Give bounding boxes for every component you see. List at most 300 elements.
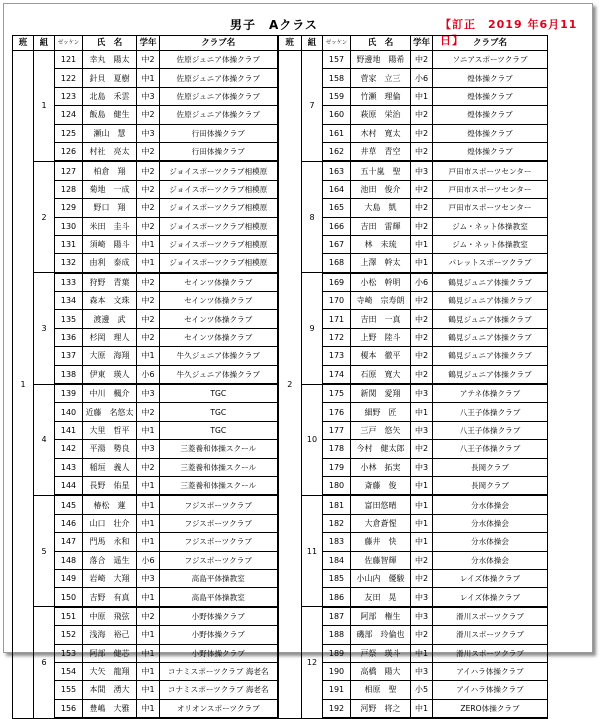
zekken-cell: 127 — [55, 161, 83, 180]
club-cell: 小野体操クラブ — [160, 626, 278, 644]
club-cell: 八王子体操クラブ — [433, 403, 548, 421]
zekken-cell: 167 — [323, 235, 351, 253]
club-cell: フジスポーツクラブ — [160, 514, 278, 532]
club-cell: ジョイスポーツクラブ相模原 — [160, 199, 278, 217]
name-cell: 大矢 龍翔 — [83, 662, 137, 680]
grade-cell: 中1 — [411, 644, 433, 662]
club-cell: オリオンスポーツクラブ — [160, 699, 278, 718]
name-cell: 落合 遥生 — [83, 551, 137, 569]
zekken-cell: 148 — [55, 551, 83, 569]
grade-cell: 小5 — [411, 681, 433, 699]
grade-cell: 中2 — [137, 292, 160, 310]
club-cell: 鶴見ジュニア体操クラブ — [433, 347, 548, 365]
club-cell: 高島平体操教室 — [160, 588, 278, 607]
grade-cell: 小6 — [411, 273, 433, 292]
club-cell: ジョイスポーツクラブ相模原 — [160, 235, 278, 253]
kumi-cell: 1 — [34, 51, 55, 162]
name-cell: 長野 佑星 — [83, 476, 137, 495]
name-cell: 伊東 瑛人 — [83, 365, 137, 384]
club-cell: 戸田市スポーツセンター — [433, 180, 548, 198]
name-cell: 村社 亮太 — [83, 142, 137, 161]
club-cell: 鶴見ジュニア体操クラブ — [433, 365, 548, 384]
grade-cell: 中1 — [411, 495, 433, 514]
name-cell: 戸祭 瑛斗 — [351, 644, 411, 662]
name-cell: 上澤 幹太 — [351, 254, 411, 273]
name-cell: 針貝 夏樹 — [83, 69, 137, 87]
name-cell: 萩原 栄治 — [351, 106, 411, 124]
header-zekken: ゼッケン — [55, 36, 83, 51]
zekken-cell: 175 — [323, 384, 351, 403]
grade-cell: 中2 — [137, 217, 160, 235]
grade-cell: 中1 — [137, 495, 160, 514]
header-kumi: 組 — [34, 36, 55, 51]
club-cell: ジム・ネット体操教室 — [433, 217, 548, 235]
kumi-cell: 10 — [302, 384, 323, 495]
grade-cell: 中1 — [411, 514, 433, 532]
name-cell: 菅家 立三 — [351, 69, 411, 87]
zekken-cell: 168 — [323, 254, 351, 273]
club-cell: フジスポーツクラブ — [160, 551, 278, 569]
zekken-cell: 178 — [323, 440, 351, 458]
name-cell: 近藤 名悠太 — [83, 403, 137, 421]
zekken-cell: 154 — [55, 662, 83, 680]
grade-cell: 中1 — [137, 644, 160, 662]
zekken-cell: 143 — [55, 458, 83, 476]
zekken-cell: 184 — [323, 551, 351, 569]
grade-cell: 中3 — [137, 87, 160, 105]
club-cell: 分水体操会 — [433, 495, 548, 514]
zekken-cell: 128 — [55, 180, 83, 198]
zekken-cell: 191 — [323, 681, 351, 699]
club-cell: 牛久ジュニア体操クラブ — [160, 347, 278, 365]
name-cell: 石原 寛大 — [351, 365, 411, 384]
zekken-cell: 134 — [55, 292, 83, 310]
name-cell: 吉田 一真 — [351, 310, 411, 328]
zekken-cell: 149 — [55, 569, 83, 587]
zekken-cell: 146 — [55, 514, 83, 532]
zekken-cell: 135 — [55, 310, 83, 328]
name-cell: 小松 幹明 — [351, 273, 411, 292]
zekken-cell: 166 — [323, 217, 351, 235]
grade-cell: 中1 — [411, 699, 433, 718]
name-cell: 阿部 健芯 — [83, 644, 137, 662]
club-cell: アテネ体操クラブ — [433, 384, 548, 403]
zekken-cell: 144 — [55, 476, 83, 495]
revision-date: 【訂正 2019 年6月11日】 — [440, 18, 578, 47]
grade-cell: 中2 — [411, 124, 433, 142]
name-cell: 大倉蒼惺 — [351, 514, 411, 532]
club-cell: 佐原ジュニア体操クラブ — [160, 51, 278, 69]
name-cell: 相原 聖 — [351, 681, 411, 699]
club-cell: ZERO体操クラブ — [433, 699, 548, 718]
zekken-cell: 151 — [55, 607, 83, 626]
name-cell: 池田 俊介 — [351, 180, 411, 198]
page-title: 男子 Aクラス — [230, 18, 318, 32]
grade-cell: 中2 — [411, 310, 433, 328]
header-kumi: 組 — [302, 36, 323, 51]
zekken-cell: 176 — [323, 403, 351, 421]
grade-cell: 中2 — [411, 199, 433, 217]
zekken-cell: 160 — [323, 106, 351, 124]
name-cell: 林 未琉 — [351, 235, 411, 253]
club-cell: アイハラ体操クラブ — [433, 681, 548, 699]
grade-cell: 中1 — [411, 87, 433, 105]
header-name: 氏 名 — [351, 36, 411, 51]
zekken-cell: 141 — [55, 421, 83, 439]
grade-cell: 中3 — [411, 588, 433, 607]
club-cell: 長岡クラブ — [433, 476, 548, 495]
kumi-cell: 5 — [34, 495, 55, 606]
name-cell: 平湯 勢良 — [83, 440, 137, 458]
grade-cell: 小6 — [137, 365, 160, 384]
grade-cell: 中2 — [137, 328, 160, 346]
club-cell: 戸田市スポーツセンター — [433, 199, 548, 217]
name-cell: 門馬 永和 — [83, 533, 137, 551]
club-cell: セインツ体操クラブ — [160, 328, 278, 346]
grade-cell: 中1 — [137, 514, 160, 532]
kumi-cell: 12 — [302, 607, 323, 718]
name-cell: 上野 陸斗 — [351, 328, 411, 346]
name-cell: 豊嶋 大雅 — [83, 699, 137, 718]
zekken-cell: 188 — [323, 626, 351, 644]
zekken-cell: 182 — [323, 514, 351, 532]
grade-cell: 中2 — [137, 607, 160, 626]
club-cell: 戸田市スポーツセンター — [433, 161, 548, 180]
zekken-cell: 165 — [323, 199, 351, 217]
zekken-cell: 169 — [323, 273, 351, 292]
club-cell: レイズ体操クラブ — [433, 588, 548, 607]
club-cell: 長岡クラブ — [433, 458, 548, 476]
grade-cell: 中3 — [411, 384, 433, 403]
zekken-cell: 133 — [55, 273, 83, 292]
zekken-cell: 130 — [55, 217, 83, 235]
club-cell: 分水体操会 — [433, 533, 548, 551]
grade-cell: 中2 — [411, 217, 433, 235]
zekken-cell: 129 — [55, 199, 83, 217]
club-cell: 高島平体操教室 — [160, 569, 278, 587]
zekken-cell: 152 — [55, 626, 83, 644]
header-club: クラブ名 — [160, 36, 278, 51]
zekken-cell: 186 — [323, 588, 351, 607]
name-cell: 杉岡 理人 — [83, 328, 137, 346]
zekken-cell: 162 — [323, 142, 351, 161]
grade-cell: 中3 — [137, 440, 160, 458]
name-cell: 阿部 権生 — [351, 607, 411, 626]
grade-cell: 中1 — [137, 699, 160, 718]
club-cell: 三菱養和体操スクール — [160, 440, 278, 458]
grade-cell: 中2 — [137, 273, 160, 292]
grade-cell: 中1 — [137, 347, 160, 365]
grade-cell: 中1 — [137, 662, 160, 680]
club-cell: 佐原ジュニア体操クラブ — [160, 87, 278, 105]
club-cell: 行田体操クラブ — [160, 142, 278, 161]
header-han: 班 — [13, 36, 34, 51]
zekken-cell: 132 — [55, 254, 83, 273]
grade-cell: 中2 — [137, 161, 160, 180]
name-cell: 五十嵐 聖 — [351, 161, 411, 180]
grade-cell: 中1 — [137, 476, 160, 495]
club-cell: 八王子体操クラブ — [433, 421, 548, 439]
zekken-cell: 147 — [55, 533, 83, 551]
name-cell: 小山内 優駿 — [351, 569, 411, 587]
grade-cell: 中1 — [137, 588, 160, 607]
kumi-cell: 4 — [34, 384, 55, 495]
club-cell: TGC — [160, 421, 278, 439]
club-cell: フジスポーツクラブ — [160, 533, 278, 551]
grade-cell: 中3 — [411, 421, 433, 439]
name-cell: 竹瀬 理倫 — [351, 87, 411, 105]
zekken-cell: 163 — [323, 161, 351, 180]
club-cell: 八王子体操クラブ — [433, 440, 548, 458]
name-cell: 吉田 雷輝 — [351, 217, 411, 235]
grade-cell: 中2 — [411, 365, 433, 384]
club-cell: 煌体操クラブ — [433, 142, 548, 161]
club-cell: セインツ体操クラブ — [160, 292, 278, 310]
zekken-cell: 158 — [323, 69, 351, 87]
club-cell: 煌体操クラブ — [433, 87, 548, 105]
club-cell: 小野体操クラブ — [160, 607, 278, 626]
name-cell: 野口 翔 — [83, 199, 137, 217]
header-club: クラブ名 — [433, 36, 548, 51]
grade-cell: 中2 — [411, 142, 433, 161]
name-cell: 吉野 有真 — [83, 588, 137, 607]
grade-cell: 中2 — [137, 51, 160, 69]
zekken-cell: 145 — [55, 495, 83, 514]
club-cell: 佐原ジュニア体操クラブ — [160, 106, 278, 124]
name-cell: 今村 健太郎 — [351, 440, 411, 458]
grade-cell: 中2 — [411, 292, 433, 310]
club-cell: 小野体操クラブ — [160, 644, 278, 662]
zekken-cell: 192 — [323, 699, 351, 718]
zekken-cell: 171 — [323, 310, 351, 328]
name-cell: 高橋 陽大 — [351, 662, 411, 680]
name-cell: 柏倉 翔 — [83, 161, 137, 180]
grade-cell: 中2 — [137, 180, 160, 198]
name-cell: 榎本 徹平 — [351, 347, 411, 365]
grade-cell: 中3 — [137, 384, 160, 403]
club-cell: 佐原ジュニア体操クラブ — [160, 69, 278, 87]
name-cell: 寺崎 宗寿朗 — [351, 292, 411, 310]
kumi-cell: 11 — [302, 495, 323, 606]
grade-cell: 中1 — [411, 403, 433, 421]
club-cell: パレットスポーツクラブ — [433, 254, 548, 273]
name-cell: 狩野 青葉 — [83, 273, 137, 292]
name-cell: 渡邊 武 — [83, 310, 137, 328]
zekken-cell: 181 — [323, 495, 351, 514]
grade-cell: 中3 — [411, 458, 433, 476]
name-cell: 椿松 蓮 — [83, 495, 137, 514]
han-cell: 2 — [278, 51, 302, 719]
club-cell: レイズ体操クラブ — [433, 569, 548, 587]
grade-cell: 中2 — [411, 626, 433, 644]
zekken-cell: 155 — [55, 681, 83, 699]
zekken-cell: 190 — [323, 662, 351, 680]
name-cell: 新関 愛翔 — [351, 384, 411, 403]
grade-cell: 中1 — [411, 476, 433, 495]
club-cell: 牛久ジュニア体操クラブ — [160, 365, 278, 384]
name-cell: 小林 拓実 — [351, 458, 411, 476]
name-cell: 磯部 玲倫也 — [351, 626, 411, 644]
grade-cell: 中2 — [137, 106, 160, 124]
zekken-cell: 173 — [323, 347, 351, 365]
grade-cell: 中1 — [137, 626, 160, 644]
club-cell: ジム・ネット体操教室 — [433, 235, 548, 253]
name-cell: 山口 壮介 — [83, 514, 137, 532]
roster-table — [12, 35, 548, 719]
name-cell: 大島 凱 — [351, 199, 411, 217]
club-cell: 分水体操会 — [433, 514, 548, 532]
grade-cell: 中1 — [137, 533, 160, 551]
club-cell: 煌体操クラブ — [433, 124, 548, 142]
name-cell: 佐藤智輝 — [351, 551, 411, 569]
kumi-cell: 8 — [302, 161, 323, 272]
grade-cell: 小6 — [137, 551, 160, 569]
grade-cell: 中1 — [137, 681, 160, 699]
zekken-cell: 177 — [323, 421, 351, 439]
zekken-cell: 126 — [55, 142, 83, 161]
grade-cell: 中2 — [411, 180, 433, 198]
name-cell: 友田 晃 — [351, 588, 411, 607]
grade-cell: 中3 — [411, 607, 433, 626]
club-cell: 鶴見ジュニア体操クラブ — [433, 310, 548, 328]
grade-cell: 中3 — [137, 124, 160, 142]
club-cell: コナミスポーツクラブ 海老名 — [160, 681, 278, 699]
zekken-cell: 174 — [323, 365, 351, 384]
zekken-cell: 179 — [323, 458, 351, 476]
club-cell: コナミスポーツクラブ 海老名 — [160, 662, 278, 680]
grade-cell: 中1 — [411, 235, 433, 253]
name-cell: 井草 青空 — [351, 142, 411, 161]
zekken-cell: 125 — [55, 124, 83, 142]
grade-cell: 中1 — [137, 235, 160, 253]
club-cell: フジスポーツクラブ — [160, 495, 278, 514]
zekken-cell: 139 — [55, 384, 83, 403]
zekken-cell: 161 — [323, 124, 351, 142]
name-cell: 米田 圭斗 — [83, 217, 137, 235]
club-cell: 煌体操クラブ — [433, 106, 548, 124]
name-cell: 藤井 快 — [351, 533, 411, 551]
zekken-cell: 138 — [55, 365, 83, 384]
name-cell: 北島 禾雲 — [83, 87, 137, 105]
zekken-cell: 183 — [323, 533, 351, 551]
name-cell: 森本 文珠 — [83, 292, 137, 310]
zekken-cell: 157 — [323, 51, 351, 69]
grade-cell: 中2 — [411, 440, 433, 458]
club-cell: 三菱養和体操スクール — [160, 476, 278, 495]
grade-cell: 中2 — [137, 310, 160, 328]
club-cell: TGC — [160, 403, 278, 421]
club-cell: TGC — [160, 384, 278, 403]
grade-cell: 中3 — [137, 569, 160, 587]
zekken-cell: 150 — [55, 588, 83, 607]
zekken-cell: 153 — [55, 644, 83, 662]
grade-cell: 中1 — [411, 254, 433, 273]
zekken-cell: 121 — [55, 51, 83, 69]
zekken-cell: 123 — [55, 87, 83, 105]
zekken-cell: 136 — [55, 328, 83, 346]
name-cell: 斎藤 俊 — [351, 476, 411, 495]
club-cell: 滑川スポーツクラブ — [433, 607, 548, 626]
name-cell: 野邊地 陽希 — [351, 51, 411, 69]
grade-cell: 中2 — [411, 569, 433, 587]
zekken-cell: 122 — [55, 69, 83, 87]
header-row — [13, 36, 548, 51]
club-cell: 滑川スポーツクラブ — [433, 644, 548, 662]
club-cell: ソニアスポーツクラブ — [433, 51, 548, 69]
zekken-cell: 187 — [323, 607, 351, 626]
grade-cell: 中2 — [411, 347, 433, 365]
zekken-cell: 124 — [55, 106, 83, 124]
zekken-cell: 156 — [55, 699, 83, 718]
name-cell: 細野 匠 — [351, 403, 411, 421]
grade-cell: 小6 — [411, 69, 433, 87]
name-cell: 菊地 一成 — [83, 180, 137, 198]
name-cell: 幸丸 陽太 — [83, 51, 137, 69]
name-cell: 由利 泰成 — [83, 254, 137, 273]
club-cell: 煌体操クラブ — [433, 69, 548, 87]
zekken-cell: 185 — [323, 569, 351, 587]
name-cell: 稲垣 義人 — [83, 458, 137, 476]
name-cell: 大原 海翔 — [83, 347, 137, 365]
grade-cell: 中2 — [137, 142, 160, 161]
grade-cell: 中3 — [411, 662, 433, 680]
club-cell: アイハラ体操クラブ — [433, 662, 548, 680]
table-row — [13, 51, 548, 69]
grade-cell: 中2 — [411, 106, 433, 124]
name-cell: 本間 湧大 — [83, 681, 137, 699]
club-cell: セインツ体操クラブ — [160, 273, 278, 292]
name-cell: 木村 寛太 — [351, 124, 411, 142]
grade-cell: 中1 — [411, 533, 433, 551]
grade-cell: 中2 — [137, 199, 160, 217]
name-cell: 須崎 陽斗 — [83, 235, 137, 253]
name-cell: 中原 飛弦 — [83, 607, 137, 626]
grade-cell: 中1 — [137, 421, 160, 439]
grade-cell: 中2 — [411, 328, 433, 346]
name-cell: 瀬山 慧 — [83, 124, 137, 142]
name-cell: 飯島 健生 — [83, 106, 137, 124]
club-cell: ジョイスポーツクラブ相模原 — [160, 180, 278, 198]
name-cell: 三戸 悠矢 — [351, 421, 411, 439]
kumi-cell: 9 — [302, 273, 323, 384]
header-zekken: ゼッケン — [323, 36, 351, 51]
han-cell: 1 — [13, 51, 34, 719]
club-cell: 分水体操会 — [433, 551, 548, 569]
grade-cell: 中2 — [411, 51, 433, 69]
header-grade: 学年 — [411, 36, 433, 51]
kumi-cell: 7 — [302, 51, 323, 162]
header-grade: 学年 — [137, 36, 160, 51]
roster-sheet — [3, 3, 593, 713]
name-cell: 中川 楓介 — [83, 384, 137, 403]
zekken-cell: 189 — [323, 644, 351, 662]
kumi-cell: 6 — [34, 607, 55, 718]
zekken-cell: 170 — [323, 292, 351, 310]
name-cell: 大里 哲平 — [83, 421, 137, 439]
name-cell: 岩崎 大翔 — [83, 569, 137, 587]
grade-cell: 中1 — [137, 254, 160, 273]
zekken-cell: 164 — [323, 180, 351, 198]
name-cell: 河野 将之 — [351, 699, 411, 718]
grade-cell: 中2 — [137, 403, 160, 421]
zekken-cell: 137 — [55, 347, 83, 365]
grade-cell: 中1 — [137, 69, 160, 87]
zekken-cell: 131 — [55, 235, 83, 253]
club-cell: 鶴見ジュニア体操クラブ — [433, 273, 548, 292]
zekken-cell: 180 — [323, 476, 351, 495]
club-cell: 鶴見ジュニア体操クラブ — [433, 328, 548, 346]
grade-cell: 中2 — [137, 458, 160, 476]
